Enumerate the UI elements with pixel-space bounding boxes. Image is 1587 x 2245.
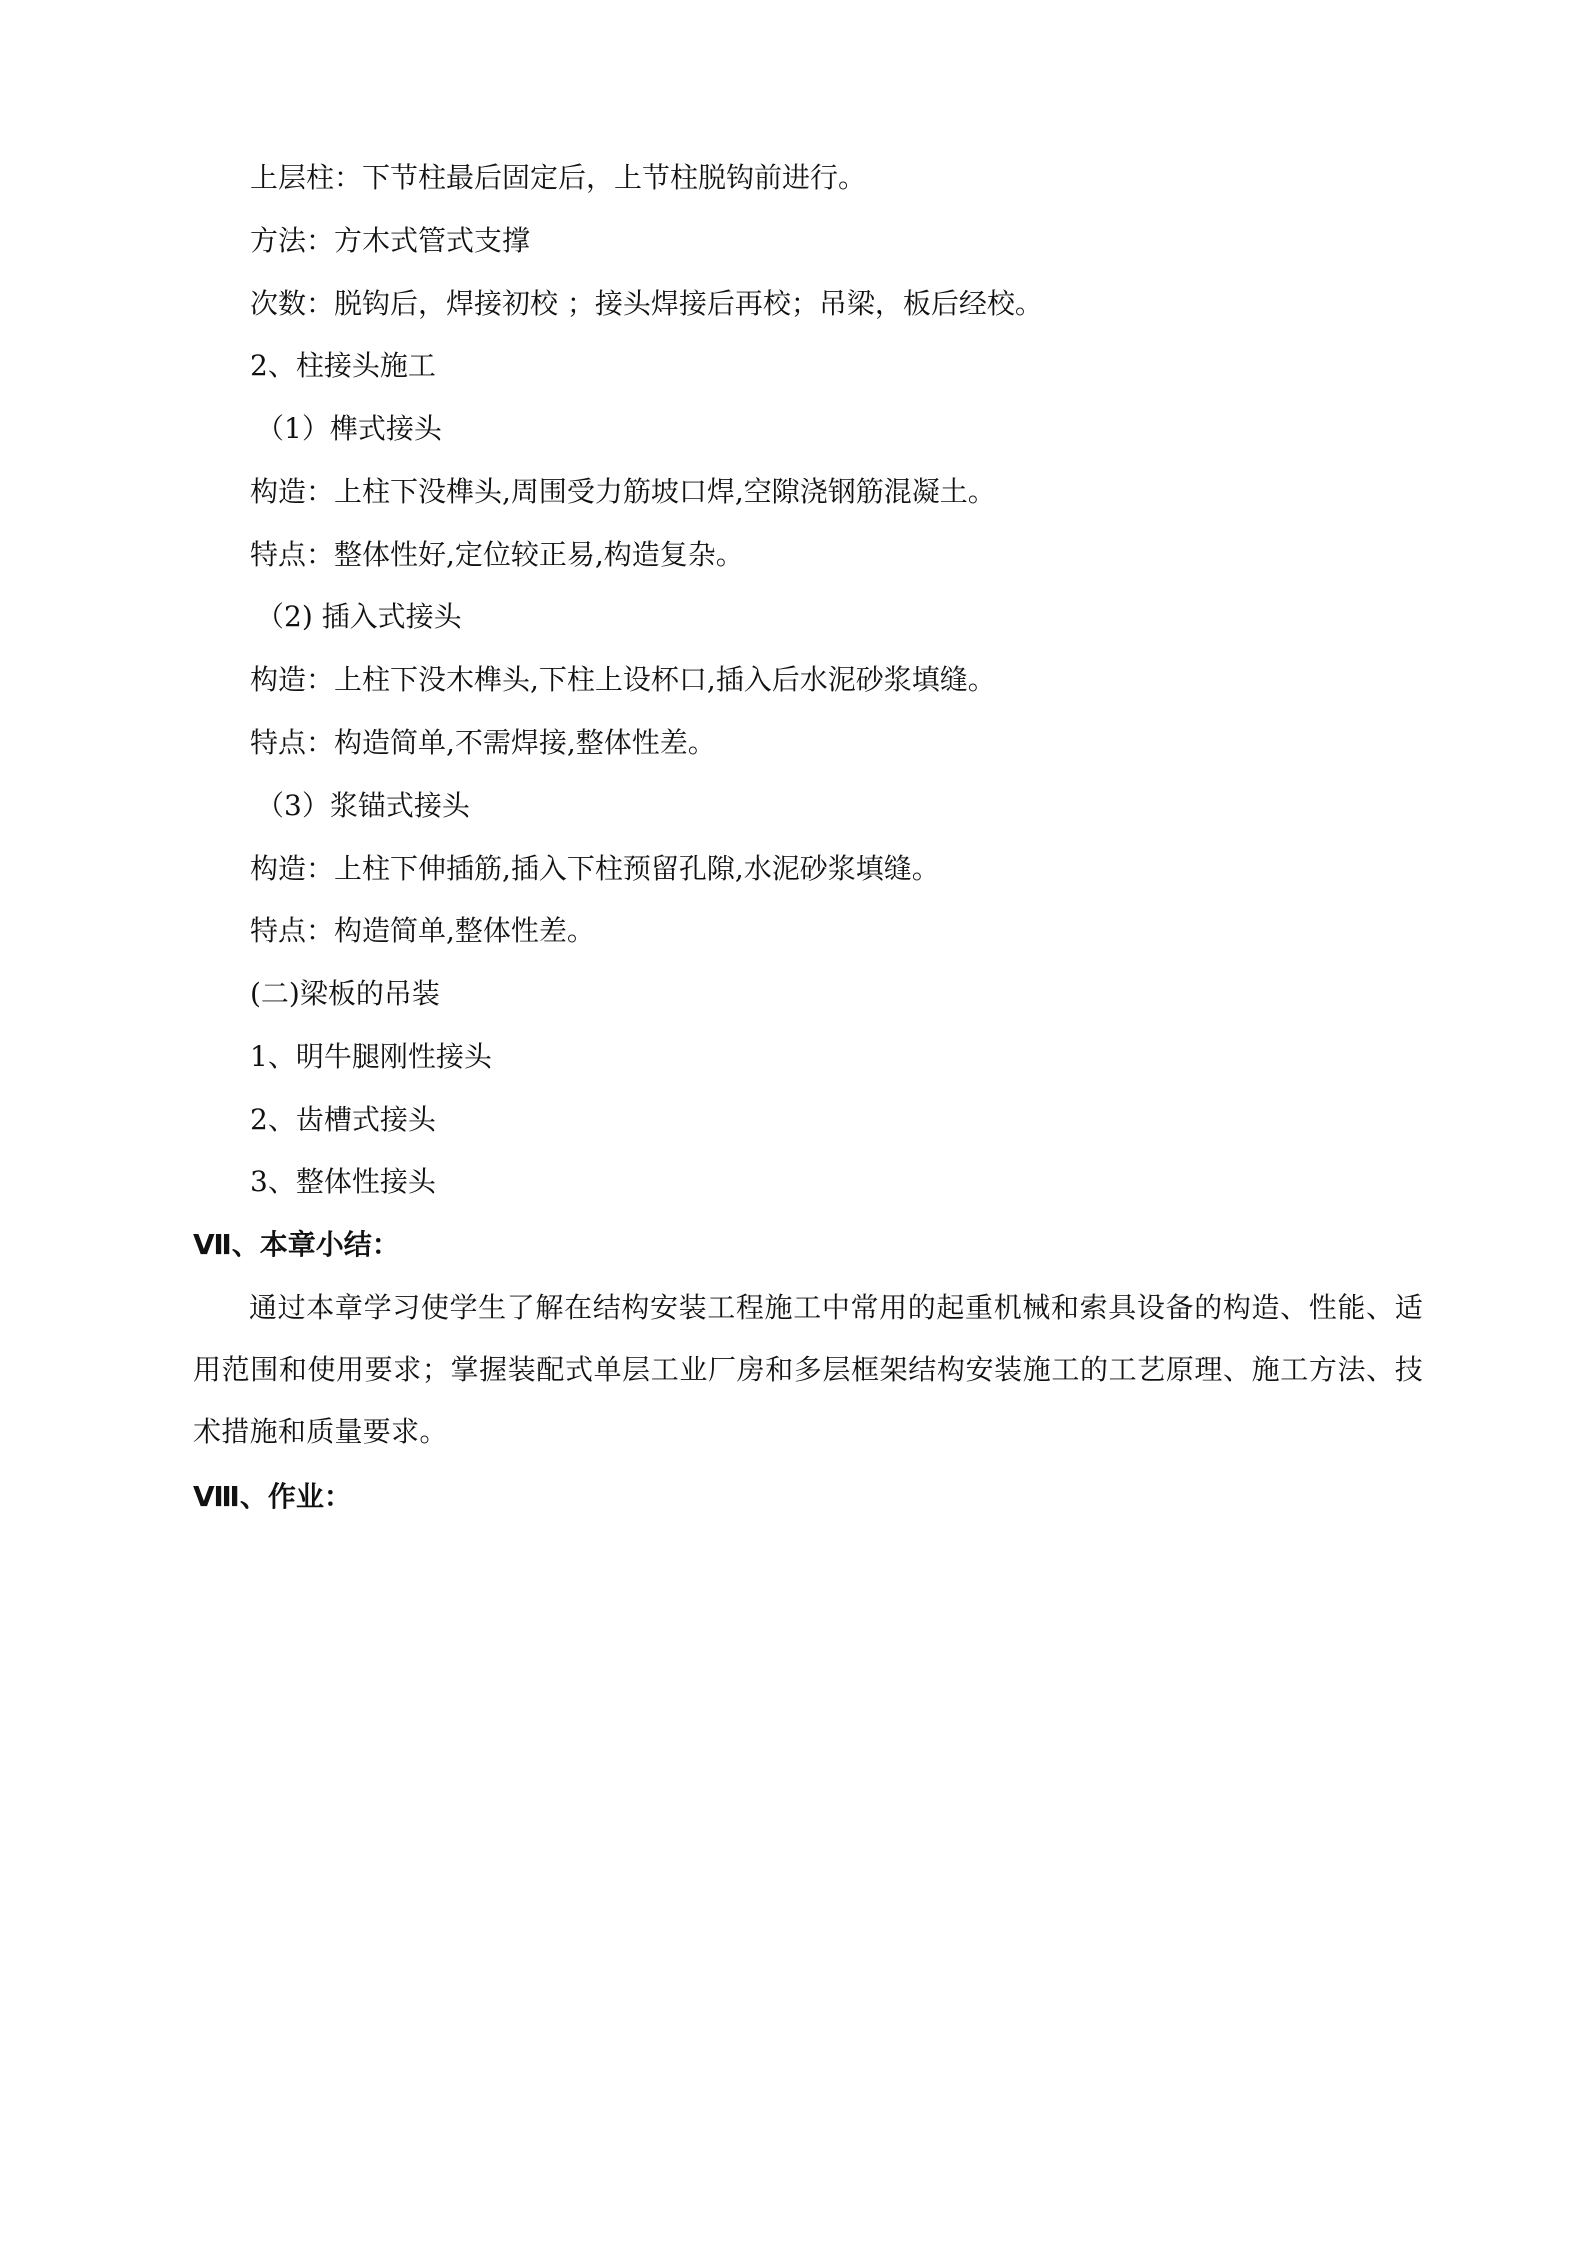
text-line-insert-features: 特点：构造简单,不需焊接,整体性差。 <box>250 726 716 759</box>
subheading-column-joint: 2、柱接头施工 <box>250 349 436 382</box>
list-item-corbel-joint: 1、明牛腿刚性接头 <box>250 1040 492 1073</box>
text-line-grout-structure: 构造：上柱下伸插筋,插入下柱预留孔隙,水泥砂浆填缝。 <box>250 852 940 885</box>
text-line-method: 方法：方木式管式支撑 <box>250 224 531 257</box>
text-line-grout-features: 特点：构造简单,整体性差。 <box>250 914 595 947</box>
text-line-count: 次数：脱钩后，焊接初校 ；接头焊接后再校；吊梁，板后经校。 <box>250 287 1043 320</box>
text-line-upper-column: 上层柱：下节柱最后固定后，上节柱脱钩前进行。 <box>250 161 867 194</box>
list-item-integral-joint: 3、整体性接头 <box>250 1165 436 1198</box>
list-item-tooth-groove-joint: 2、齿槽式接头 <box>250 1103 436 1136</box>
subheading-tenon-joint: （1）榫式接头 <box>256 412 442 445</box>
text-line-tenon-features: 特点：整体性好,定位较正易,构造复杂。 <box>250 538 744 571</box>
text-line-tenon-structure: 构造：上柱下没榫头,周围受力筋坡口焊,空隙浇钢筋混凝土。 <box>250 475 996 508</box>
section-heading-homework: Ⅷ、作业： <box>193 1480 352 1513</box>
subheading-insert-joint: （2) 插入式接头 <box>256 600 462 633</box>
subheading-grout-joint: （3）浆锚式接头 <box>256 789 470 822</box>
subheading-beam-slab: (二)梁板的吊装 <box>250 977 440 1010</box>
summary-paragraph: 通过本章学习使学生了解在结构安装工程施工中常用的起重机械和索具设备的构造、性能、适用范围和使用要求；掌握装配式单层工业厂房和多层框架结构安装施工的工艺原理、施工方法、技术措施和质量要求。 <box>193 1291 1423 1448</box>
text-line-insert-structure: 构造：上柱下没木榫头,下柱上设杯口,插入后水泥砂浆填缝。 <box>250 663 996 696</box>
section-heading-chapter-summary: Ⅶ、本章小结： <box>193 1228 400 1261</box>
